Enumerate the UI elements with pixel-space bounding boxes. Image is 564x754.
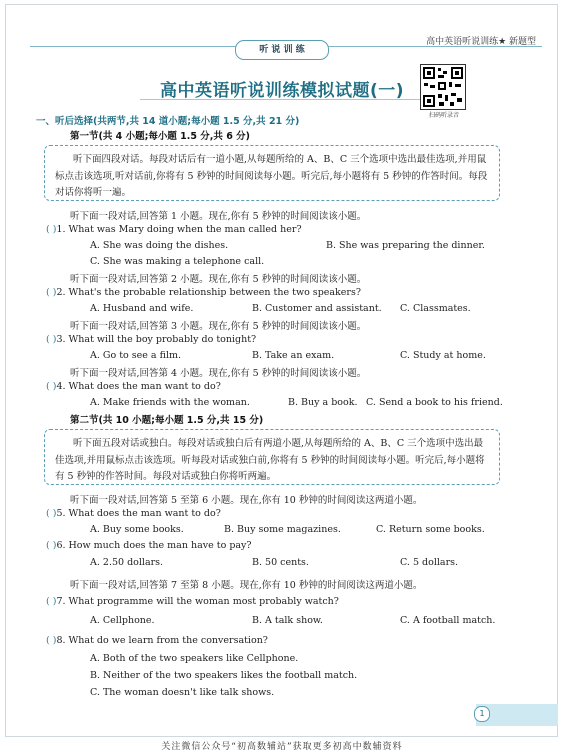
question-5 xyxy=(46,508,221,519)
question-stem: 1. What was Mary doing when the man called her? xyxy=(56,224,302,235)
question-3 xyxy=(46,334,256,345)
option-5a[interactable]: A. Buy some books. xyxy=(90,524,184,535)
option-3a[interactable]: A. Go to see a film. xyxy=(90,350,182,361)
answer-paren[interactable]: ( ) xyxy=(46,540,57,551)
option-2a[interactable]: A. Husband and wife. xyxy=(90,303,194,314)
part1-heading: 第一节(共 4 小题;每小题 1.5 分,共 6 分) xyxy=(70,131,250,142)
option-3c[interactable]: C. Study at home. xyxy=(400,350,486,361)
footer-note: 关注微信公众号“初高数辅站”获取更多初高中数辅资料 xyxy=(161,742,403,752)
answer-paren[interactable]: ( ) xyxy=(46,334,57,345)
prompt-q4: 听下面一段对话,回答第 4 小题。现在,你有 5 秒钟的时间阅读该小题。 xyxy=(70,368,367,379)
answer-paren[interactable]: ( ) xyxy=(46,287,57,298)
option-2b[interactable]: B. Customer and assistant. xyxy=(252,303,382,314)
question-8 xyxy=(46,635,268,646)
question-stem: 8. What do we learn from the conversation? xyxy=(56,635,268,646)
answer-paren[interactable]: ( ) xyxy=(46,381,57,392)
question-7 xyxy=(46,596,339,607)
question-stem: 3. What will the boy probably do tonight? xyxy=(56,334,257,345)
option-7c[interactable]: C. A football match. xyxy=(400,615,496,626)
option-6a[interactable]: A. 2.50 dollars. xyxy=(90,557,164,568)
option-6b[interactable]: B. 50 cents. xyxy=(252,557,309,568)
prompt-q7-8: 听下面一段对话,回答第 7 至第 8 小题。现在,你有 10 秒钟的时间阅读这两道小题。 xyxy=(70,580,423,591)
prompt-q5-6: 听下面一段对话,回答第 5 至第 6 小题。现在,你有 10 秒钟的时间阅读这两道小题。 xyxy=(70,495,423,506)
prompt-q2: 听下面一段对话,回答第 2 小题。现在,你有 5 秒钟的时间阅读该小题。 xyxy=(70,274,367,285)
prompt-q3: 听下面一段对话,回答第 3 小题。现在,你有 5 秒钟的时间阅读该小题。 xyxy=(70,321,367,332)
option-1c[interactable]: C. She was making a telephone call. xyxy=(90,256,265,267)
prompt-q1: 听下面一段对话,回答第 1 小题。现在,你有 5 秒钟的时间阅读该小题。 xyxy=(70,211,367,222)
question-stem: 7. What programme will the woman most probably watch? xyxy=(56,596,339,607)
part1-instructions: 听下面四段对话。每段对话后有一道小题,从每题所给的 A、B、C 三个选项中选出最佳选项,并用鼠标点击该选项,听对话前,你将有 5 秒钟的时间阅读每小题。听完后,每小题将有 5 秒钟的作答时间。每段对话你将听一遍。 xyxy=(44,145,500,201)
option-3b[interactable]: B. Take an exam. xyxy=(252,350,335,361)
qr-code-icon[interactable] xyxy=(420,64,466,110)
option-1b[interactable]: B. She was preparing the dinner. xyxy=(326,240,485,251)
option-6c[interactable]: C. 5 dollars. xyxy=(400,557,459,568)
option-8a[interactable]: A. Both of the two speakers like Cellphone. xyxy=(90,653,299,664)
question-stem: 4. What does the man want to do? xyxy=(56,381,221,392)
page-title: 高中英语听说训练模拟试题(一) xyxy=(159,81,405,101)
option-8c[interactable]: C. The woman doesn't like talk shows. xyxy=(90,687,275,698)
question-6 xyxy=(46,540,252,551)
option-2c[interactable]: C. Classmates. xyxy=(400,303,471,314)
header-series-label: 高中英语听说训练★ 新题型 xyxy=(426,37,536,47)
answer-paren[interactable]: ( ) xyxy=(46,508,57,519)
option-4a[interactable]: A. Make friends with the woman. xyxy=(90,397,250,408)
option-7b[interactable]: B. A talk show. xyxy=(252,615,323,626)
qr-caption: 扫码听录音 xyxy=(428,112,459,119)
part2-heading: 第二节(共 10 小题;每小题 1.5 分,共 15 分) xyxy=(70,415,264,426)
question-stem: 2. What's the probable relationship between the two speakers? xyxy=(56,287,361,298)
option-8b[interactable]: B. Neither of the two speakers likes the football match. xyxy=(90,670,358,681)
answer-paren[interactable]: ( ) xyxy=(46,596,57,607)
section-heading: 一、听后选择(共两节,共 14 道小题;每小题 1.5 分,共 21 分) xyxy=(36,116,300,127)
answer-paren[interactable]: ( ) xyxy=(46,224,57,235)
question-2 xyxy=(46,287,361,298)
option-4c[interactable]: C. Send a book to his friend. xyxy=(366,397,503,408)
part2-instructions: 听下面五段对话或独白。每段对话或独白后有两道小题,从每题所给的 A、B、C 三个选项中选出最佳选项,并用鼠标点击该选项。听每段对话或独白前,你将有 5 秒钟的时间阅读每小题。听完后,每小题将有 5 秒钟的作答时间。每段对话或独白你将听两遍。 xyxy=(44,429,500,485)
section-tag: 听 说 训 练 xyxy=(235,40,329,60)
option-7a[interactable]: A. Cellphone. xyxy=(90,615,155,626)
option-4b[interactable]: B. Buy a book. xyxy=(288,397,358,408)
question-stem: 5. What does the man want to do? xyxy=(56,508,221,519)
title-underline xyxy=(140,99,420,100)
page-number: 1 xyxy=(474,706,490,722)
option-1a[interactable]: A. She was doing the dishes. xyxy=(90,240,229,251)
option-5c[interactable]: C. Return some books. xyxy=(376,524,485,535)
answer-paren[interactable]: ( ) xyxy=(46,635,57,646)
question-stem: 6. How much does the man have to pay? xyxy=(56,540,252,551)
question-1 xyxy=(46,224,302,235)
option-5b[interactable]: B. Buy some magazines. xyxy=(224,524,341,535)
question-4 xyxy=(46,381,221,392)
